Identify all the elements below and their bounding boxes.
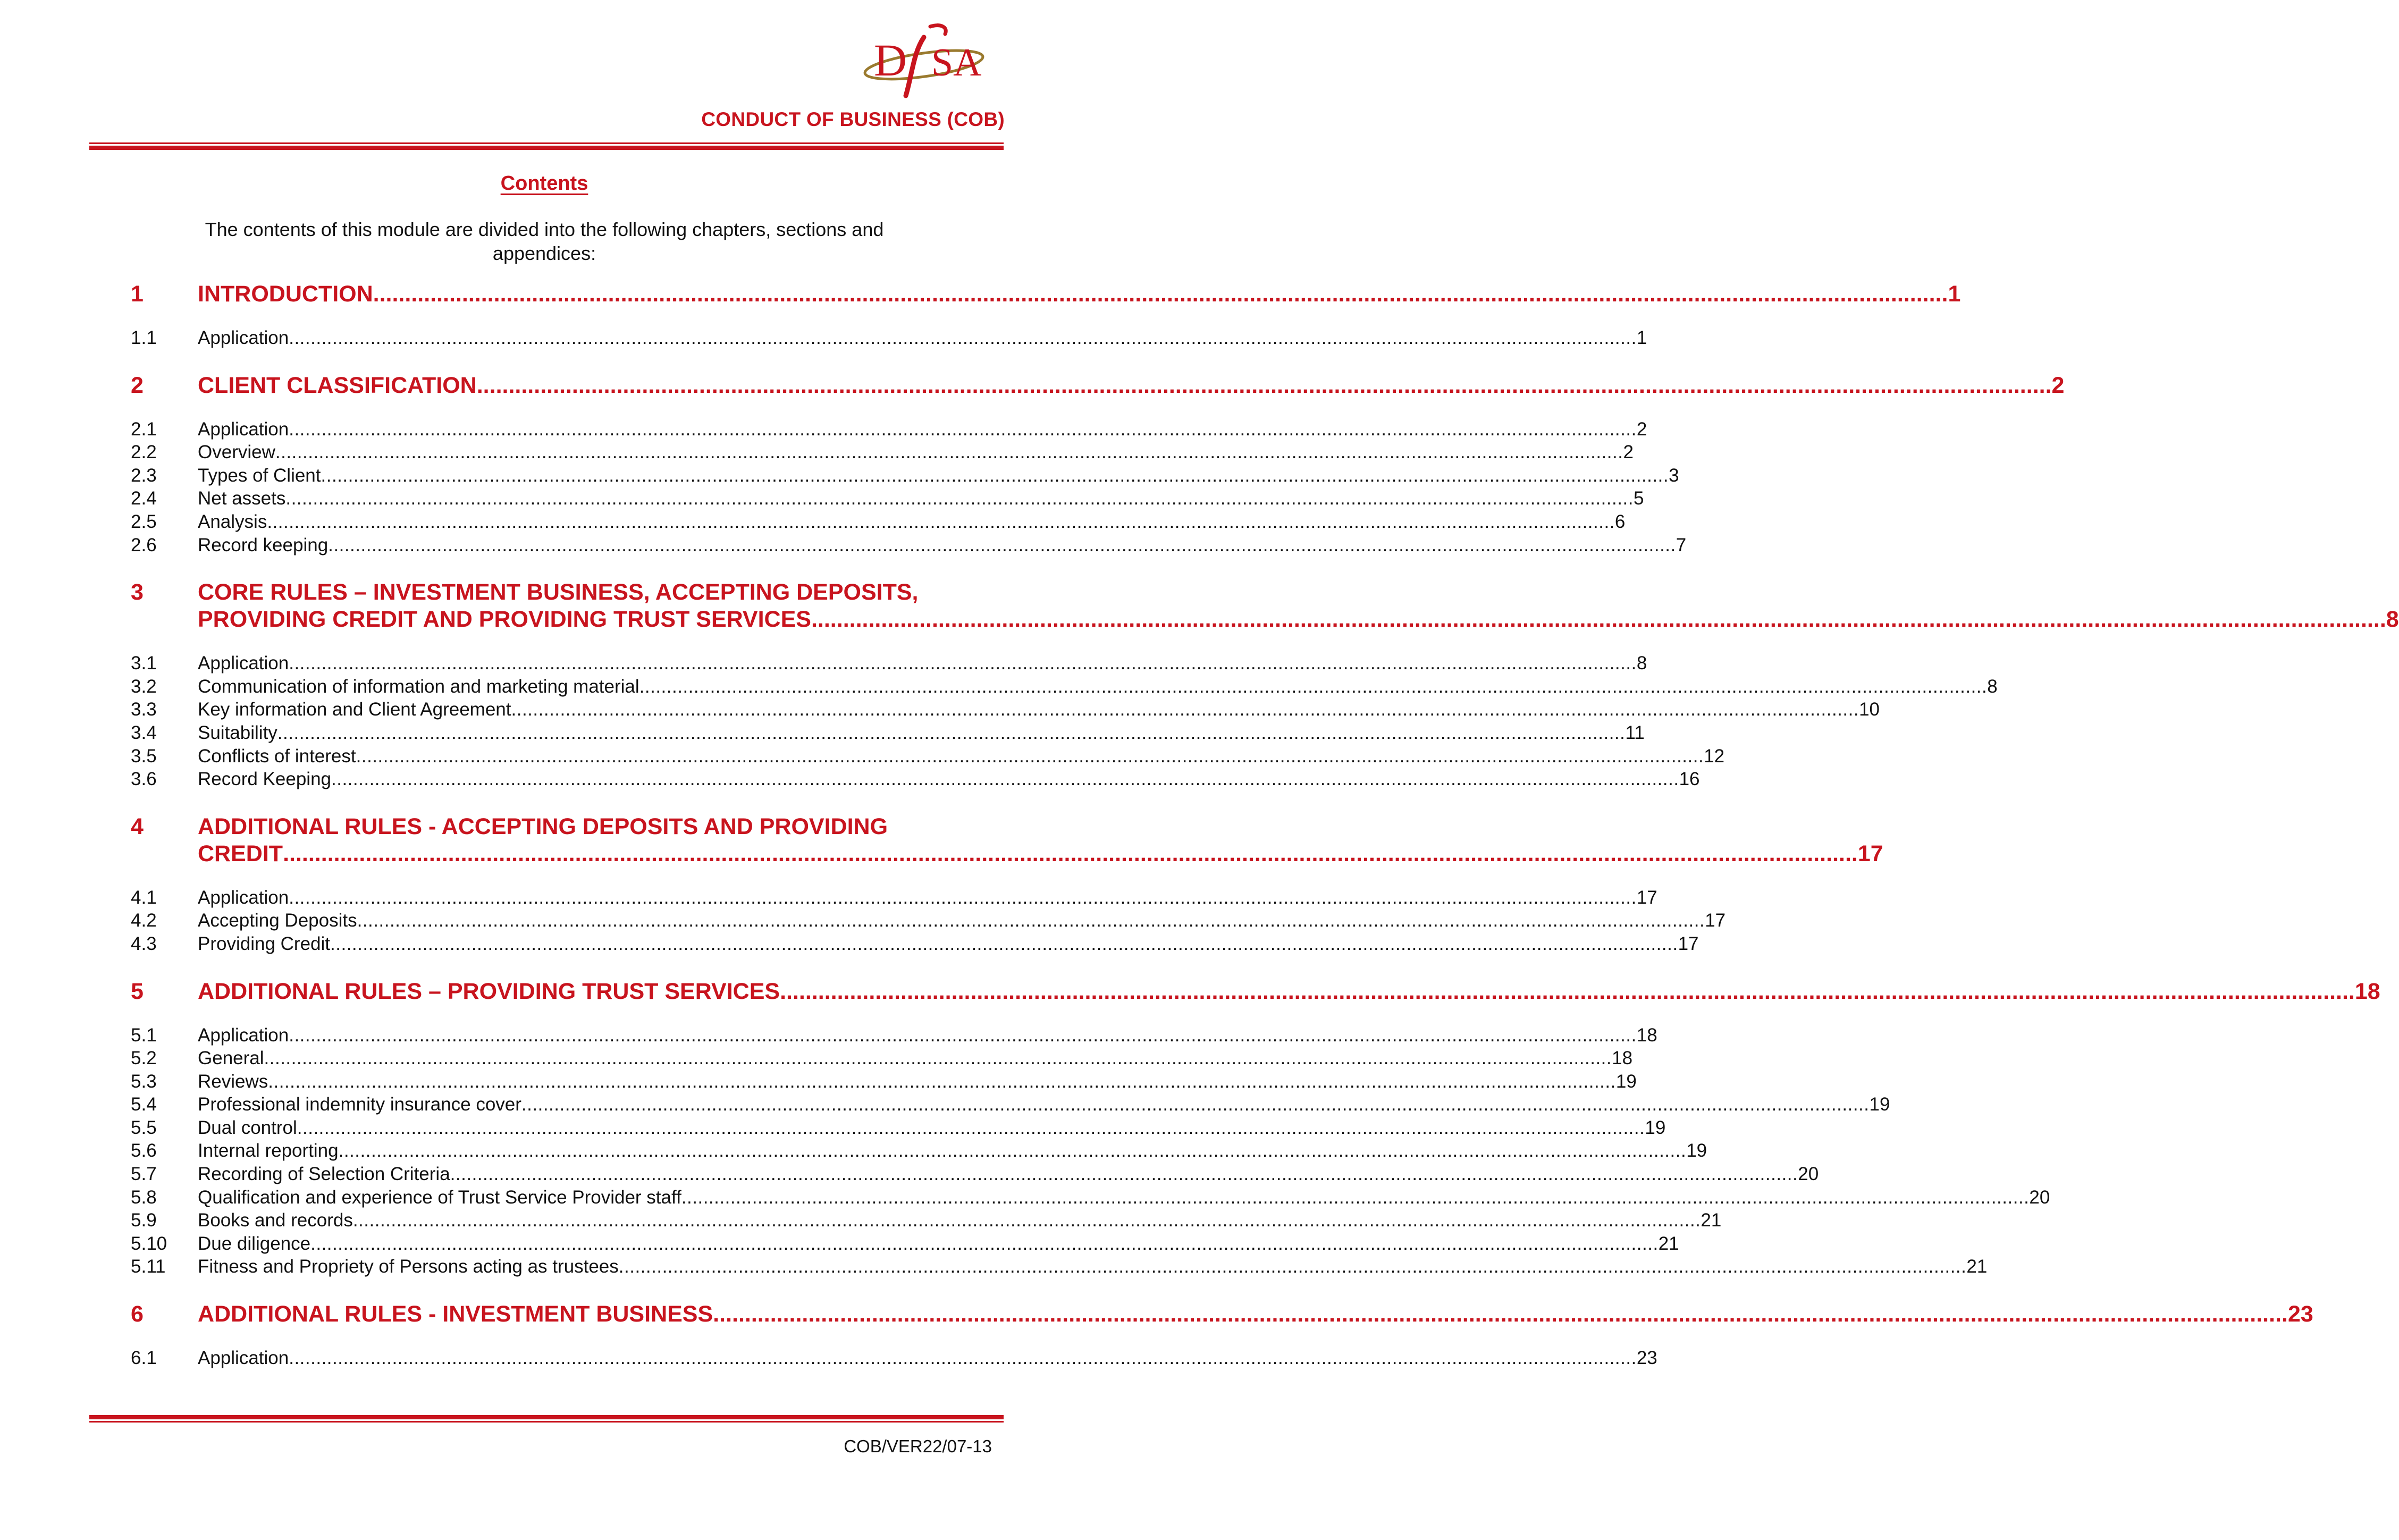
toc-entry[interactable]: 5.1 Application ..... 18	[131, 1024, 953, 1047]
toc-entry[interactable]: 5.9 Books and records ..... 21	[131, 1209, 953, 1232]
chapter-page: 8	[2386, 607, 2399, 633]
toc-entry[interactable]: 4.2 Accepting Deposits ..... 17	[131, 909, 953, 932]
toc-entry[interactable]: 2.3 Types of Client ..... 3	[131, 464, 953, 487]
chapter-heading[interactable]	[131, 1301, 2313, 1328]
section-list	[131, 652, 1998, 791]
chapter-title: INTRODUCTION	[198, 281, 373, 307]
toc-entry[interactable]: 6.1 Application ..... 23	[131, 1347, 953, 1370]
chapter-heading[interactable]	[131, 579, 2399, 633]
chapter-number: 1	[131, 281, 144, 307]
toc-entry[interactable]: 3.6 Record Keeping ..... 16	[131, 768, 953, 791]
module-title: CONDUCT OF BUSINESS (COB)	[701, 108, 1005, 130]
chapter-page: 17	[1857, 840, 1883, 866]
chapter-title: ADDITIONAL RULES – PROVIDING TRUST SERVICES	[198, 978, 780, 1004]
section-list	[131, 418, 1687, 557]
toc-entry[interactable]: 2.1 Application ..... 2	[131, 418, 953, 441]
chapter-page: 18	[2354, 978, 2380, 1004]
toc-entry[interactable]: 5.7 Recording of Selection Criteria ..... 20	[131, 1163, 953, 1186]
contents-heading: Contents	[500, 172, 588, 195]
contents-intro: The contents of this module are divided into the following chapters, sections and appendices:	[205, 218, 884, 264]
dfsa-logo	[860, 16, 993, 101]
toc-entry[interactable]: 5.2 General ..... 18	[131, 1047, 953, 1070]
toc-entry[interactable]: 5.3 Reviews ..... 19	[131, 1070, 953, 1093]
toc-entry[interactable]: 2.5 Analysis ..... 6	[131, 510, 953, 534]
chapter-title-line2: CREDIT	[198, 840, 283, 866]
toc-entry[interactable]: 3.3 Key information and Client Agreement ..... 10	[131, 698, 953, 721]
chapter-title: CLIENT CLASSIFICATION	[198, 372, 477, 398]
section-list	[131, 886, 1726, 956]
toc-entry[interactable]: 5.8 Qualification and experience of Trust Service Provider staff ..... 20	[131, 1186, 953, 1209]
toc-entry[interactable]: 5.6 Internal reporting ..... 19	[131, 1139, 953, 1163]
toc-entry[interactable]: 5.4 Professional indemnity insurance cover ..... 19	[131, 1093, 953, 1116]
chapter-number: 2	[131, 372, 144, 398]
toc-entry[interactable]: 5.5 Dual control ..... 19	[131, 1116, 953, 1140]
toc-entry[interactable]: 4.1 Application ..... 17	[131, 886, 953, 910]
chapter-heading[interactable]	[131, 372, 2065, 399]
chapter-heading[interactable]	[131, 813, 1883, 868]
section-list	[131, 326, 1647, 350]
chapter-title-line1: CORE RULES – INVESTMENT BUSINESS, ACCEPTING DEPOSITS,	[198, 579, 919, 605]
chapter-title-line1: ADDITIONAL RULES - ACCEPTING DEPOSITS AND PROVIDING	[198, 813, 888, 839]
toc-entry[interactable]: 3.2 Communication of information and marketing material ..... 8	[131, 675, 953, 699]
toc-entry[interactable]: 1.1 Application ..... 1	[131, 326, 953, 350]
chapter-number: 5	[131, 978, 144, 1004]
chapter-heading[interactable]	[131, 978, 2380, 1005]
svg-text:D: D	[874, 35, 907, 86]
chapter-heading[interactable]	[131, 281, 1961, 308]
toc-entry[interactable]: 2.4 Net assets ..... 5	[131, 487, 953, 510]
toc-entry[interactable]: 2.2 Overview ..... 2	[131, 441, 953, 464]
header-divider	[89, 142, 1004, 150]
chapter-title: ADDITIONAL RULES - INVESTMENT BUSINESS	[198, 1301, 713, 1327]
footer-divider	[89, 1415, 1004, 1423]
chapter-number: 6	[131, 1301, 144, 1327]
toc-entry[interactable]: 2.6 Record keeping ..... 7	[131, 534, 953, 557]
toc-entry[interactable]: 5.10 Due diligence ..... 21	[131, 1232, 953, 1256]
chapter-page: 2	[2051, 372, 2065, 398]
version-footer: COB/VER22/07-13	[844, 1436, 992, 1456]
chapter-page: 23	[2287, 1301, 2313, 1327]
svg-text:SA: SA	[931, 41, 982, 85]
chapter-number: 4	[131, 813, 144, 839]
toc-entry[interactable]: 3.5 Conflicts of interest ..... 12	[131, 745, 953, 768]
table-of-contents	[131, 281, 2399, 1392]
toc-entry[interactable]: 5.11 Fitness and Propriety of Persons acting as trustees ..... 21	[131, 1255, 953, 1278]
chapter-title-line2: PROVIDING CREDIT AND PROVIDING TRUST SERVICES	[198, 607, 811, 633]
section-list	[131, 1347, 1657, 1370]
toc-entry[interactable]: 3.1 Application ..... 8	[131, 652, 953, 675]
section-list	[131, 1024, 2050, 1279]
chapter-page: 1	[1948, 281, 1961, 307]
toc-entry[interactable]: 3.4 Suitability ..... 11	[131, 721, 953, 745]
chapter-number: 3	[131, 579, 144, 605]
toc-entry[interactable]: 4.3 Providing Credit ..... 17	[131, 932, 953, 956]
